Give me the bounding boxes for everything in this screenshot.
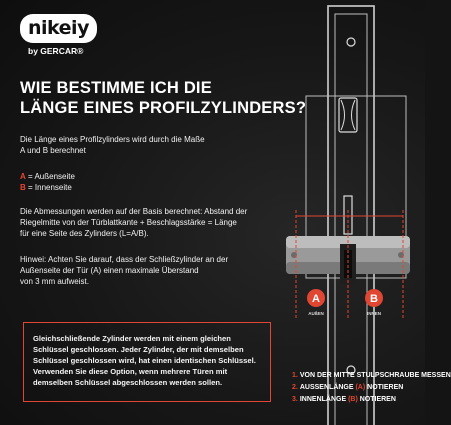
step-3-highlight: (B) xyxy=(348,396,358,403)
step-3 xyxy=(292,394,451,406)
page-title xyxy=(20,78,307,118)
measurement-steps xyxy=(292,370,451,406)
hint-line-2: Außenseite der Tür (A) einen maximale Überstand xyxy=(20,266,199,275)
intro-paragraph xyxy=(20,134,260,156)
legend xyxy=(20,171,75,193)
legend-b xyxy=(20,182,75,193)
outside-label: AUßEN xyxy=(308,311,324,316)
step-1 xyxy=(292,370,451,382)
marker-a-label: A xyxy=(312,293,320,305)
title-line-2: LÄNGE EINES PROFILZYLINDERS? xyxy=(20,99,307,117)
notice-box xyxy=(23,322,271,402)
calculation-paragraph xyxy=(20,206,275,239)
step-2 xyxy=(292,382,451,394)
inside-label: INNEN xyxy=(366,311,382,316)
legend-b-key: B xyxy=(20,183,26,192)
hint-paragraph xyxy=(20,254,260,287)
screw-hole-top xyxy=(347,38,355,46)
title-line-1: WIE BESTIMME ICH DIE xyxy=(20,79,212,97)
step-3-number: 3. xyxy=(292,396,298,403)
hint-line-3: von 3 mm aufweist. xyxy=(20,277,89,286)
calc-line-1: Die Abmessungen werden auf der Basis berechnet: Abstand der xyxy=(20,207,248,216)
step-2-suffix: NOTIEREN xyxy=(365,384,404,391)
step-3-text: INNENLÄNGE xyxy=(299,396,349,403)
faceplate-inner xyxy=(335,14,367,425)
legend-b-text: = Innenseite xyxy=(25,183,72,192)
legend-a xyxy=(20,171,75,182)
calc-line-2: Riegelmitte von der Türblattkante + Beschlagsstärke = Länge xyxy=(20,218,237,227)
brand-logo xyxy=(20,14,100,56)
notice-line-3: Schlüssel geschlossen wird, hat einen identischen Schlüssel. xyxy=(33,356,256,365)
calc-line-3: für eine Seite des Zylinders (L=A/B). xyxy=(20,229,149,238)
legend-a-key: A xyxy=(20,172,26,181)
legend-a-text: = Außenseite xyxy=(25,172,75,181)
step-1-text: VON DER MITTE STULPSCHRAUBE MESSEN xyxy=(299,372,451,379)
intro-line-1: Die Länge eines Profilzylinders wird durch die Maße xyxy=(20,135,205,144)
step-3-suffix: NOTIEREN xyxy=(357,396,396,403)
step-2-highlight: (A) xyxy=(355,384,366,391)
intro-line-2: A und B berechnet xyxy=(20,146,86,155)
notice-line-4: Verwenden Sie diese Option, wenn mehrere Türen mit xyxy=(33,367,228,376)
brand-tagline: by GERCAR® xyxy=(28,46,84,56)
hint-line-1: Hinwei: Achten Sie darauf, dass der Schließzylinder an der xyxy=(20,255,229,264)
step-1-number: 1. xyxy=(292,372,298,379)
step-2-text: AUSSENLÄNGE xyxy=(299,384,356,391)
latch-bolt xyxy=(339,98,357,132)
brand-name: nikeiy xyxy=(20,14,97,43)
notice-line-5: demselben Schlüssel abgeschlossen werden sollen. xyxy=(33,378,223,387)
marker-b-label: B xyxy=(370,293,378,305)
notice-line-2: Schlüssel geschlossen. Jeder Zylinder, der mit demselben xyxy=(33,345,244,354)
step-2-number: 2. xyxy=(292,384,298,391)
notice-line-1: Gleichschließende Zylinder werden mit einem gleichen xyxy=(33,334,231,343)
